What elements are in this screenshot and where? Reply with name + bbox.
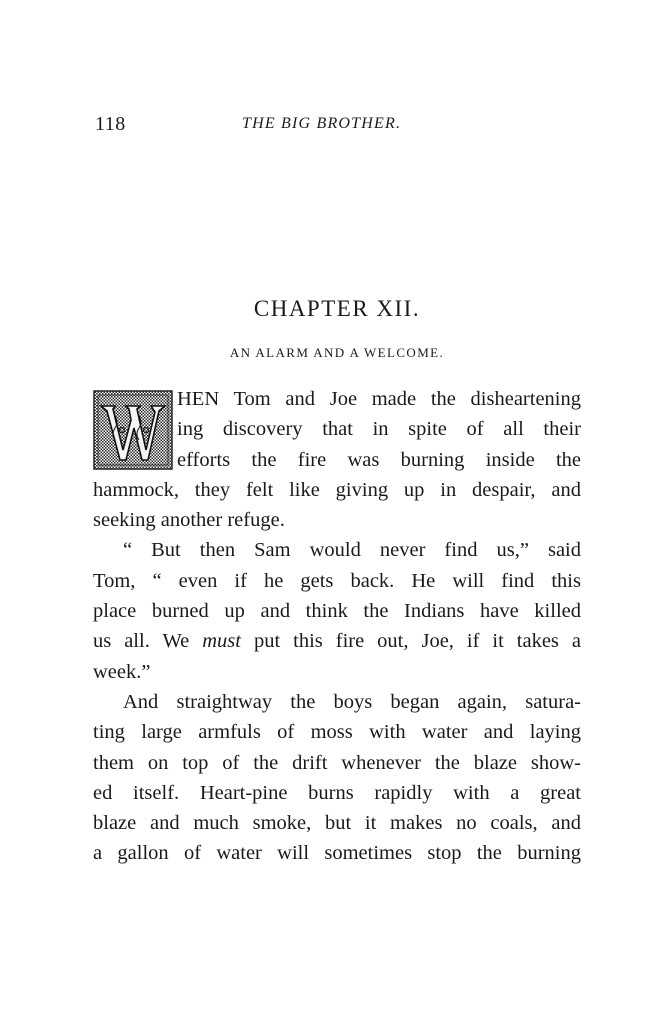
text-segment: us all. We [93,630,203,653]
text-line: ting large armfuls of moss with water and laying [93,721,581,744]
text-line: week.” [93,660,151,683]
body-text [93,384,581,869]
text-line: efforts the fire was burning inside the [177,448,581,471]
text-line: a gallon of water will sometimes stop the burning [93,842,581,865]
chapter-subtitle: AN ALARM AND A WELCOME. [229,345,445,360]
running-title: THE BIG BROTHER. [242,115,402,132]
text-line-with-emphasis [93,626,581,656]
running-head [95,113,580,137]
text-line: seeking another refuge. [93,509,285,532]
text-line: place burned up and think the Indians have killed [93,600,581,623]
text-line: ing discovery that in spite of all their [177,418,581,441]
text-line: them on top of the drift whenever the blaze show- [93,751,581,774]
text-line: HEN Tom and Joe made the disheartening [177,388,581,410]
text-line: Tom, “ even if he gets back. He will find this [93,569,581,592]
text-line: blaze and much smoke, but it makes no coals, and [93,812,581,835]
text-segment: put this fire out, Joe, if it takes a [240,630,581,653]
text-line: And straightway the boys began again, satura- [123,690,581,713]
text-line: hammock, they felt like giving up in despair, and [93,478,581,501]
text-line: ed itself. Heart-pine burns rapidly with a great [93,781,581,804]
chapter-title: CHAPTER XII. [253,296,421,321]
emphasized-word: must [202,630,241,653]
text-line: “ But then Sam would never find us,” said [123,539,581,562]
page-number: 118 [95,113,126,135]
